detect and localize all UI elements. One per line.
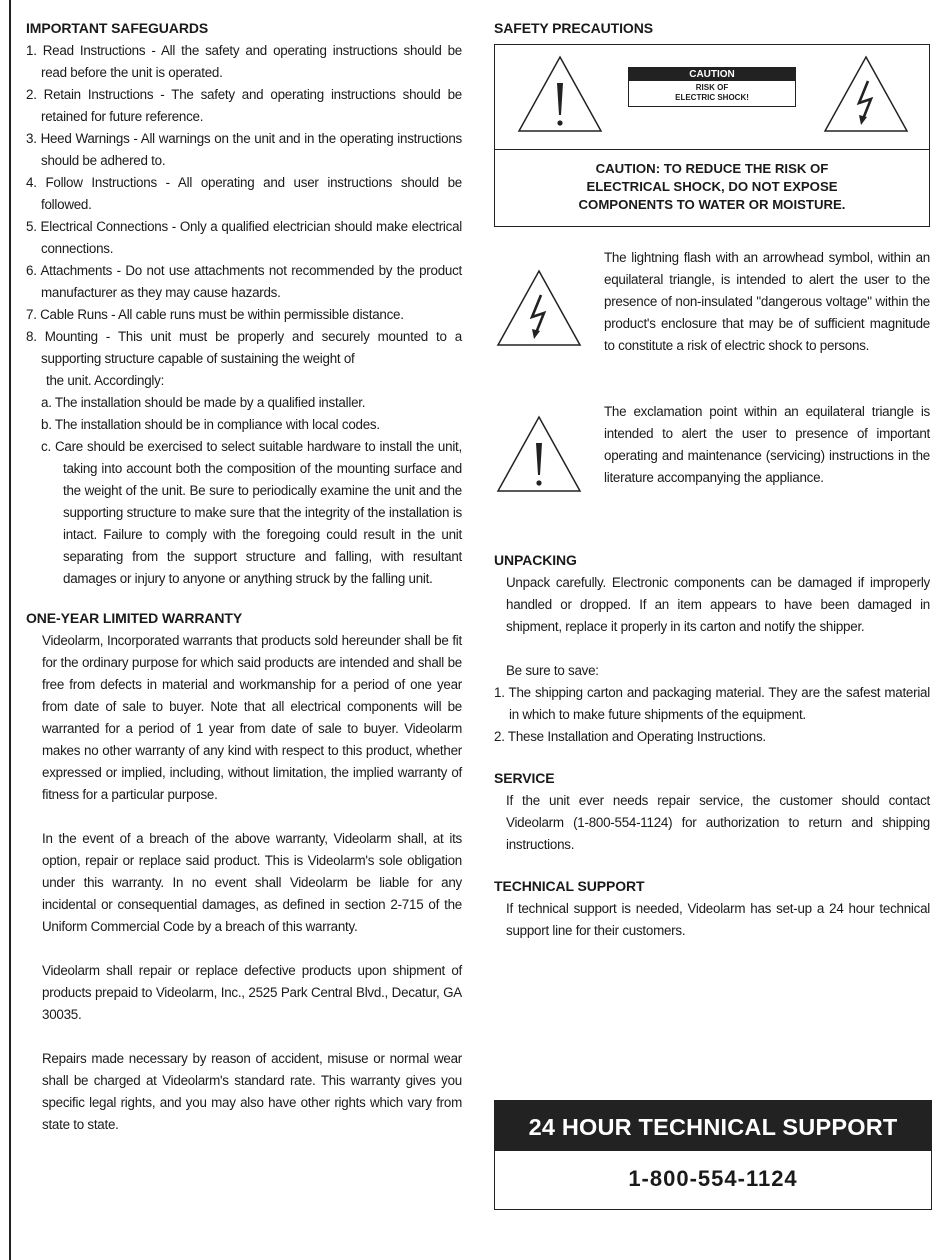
caution-box <box>494 44 930 227</box>
safeguard-item-1: 1. Read Instructions - All the safety and operating instructions should be read before the unit is operated. <box>26 43 462 80</box>
service-heading: SERVICE <box>494 770 555 786</box>
safeguard-item-8: 8. Mounting - This unit must be properly and securely mounted to a supporting structure capable of sustaining the weight of <box>26 329 462 366</box>
safety-heading: SAFETY PRECAUTIONS <box>494 20 653 36</box>
mounting-sub-item-c: c. Care should be exercised to select suitable hardware to install the unit, taking into account both the composition of the mounting surface and the weight of the unit. Be sure to periodically examine the unit and the supporting structure to make sure that the integrity of the installation is intact. Failure to comply with the foregoing could result in the unit separating from the support structure and falling, with resultant damages or injury to anyone or anything struck by the falling unit. <box>41 439 462 586</box>
warranty-paragraph-1: Videolarm, Incorporated warrants that products sold hereunder shall be fit for the ordinary purpose for which said products are intended and shall be free from defects in material and workmanship for a period of one year from date of sale to buyer. Note that all electrical components will be warranted for a period of 1 year from date of sale to buyer. Videolarm makes no other warranty of any kind with respect to this product, whether expressed or implied, including, without limitation, the implied warranty of fitness for a particular purpose. <box>42 633 462 802</box>
exclamation-explanation-text: The exclamation point within an equilateral triangle is intended to alert the user to presence of important operating and maintenance (servicing) instructions in the literature accompanying the appliance. <box>604 404 930 485</box>
exclamation-warning-triangle-icon <box>515 53 605 135</box>
warranty-heading: ONE-YEAR LIMITED WARRANTY <box>26 610 243 626</box>
caution-line-3: COMPONENTS TO WATER OR MOISTURE. <box>578 197 846 212</box>
left-column <box>26 20 462 1136</box>
exclamation-explanation <box>494 401 930 500</box>
caution-label-title: CAUTION <box>629 68 795 81</box>
exclamation-triangle-icon <box>494 413 584 495</box>
support-phone-number: 1-800-554-1124 <box>628 1166 798 1191</box>
lightning-warning-triangle-icon <box>821 53 911 135</box>
caution-label-line-2: ELECTRIC SHOCK! <box>675 93 749 102</box>
warranty-paragraph-4: Repairs made necessary by reason of accident, misuse or normal wear shall be charged at Videolarm's standard rate. This warranty gives you specific legal rights, and you may also have other rights which vary from state to state. <box>42 1051 462 1132</box>
tech-support-heading: TECHNICAL SUPPORT <box>494 878 645 894</box>
unpacking-paragraph: Unpack carefully. Electronic components can be damaged if improperly handled or dropped. If an item appears to have been damaged in shipment, replace it properly in its carton and notify the shipper. <box>506 575 930 634</box>
lightning-explanation-text: The lightning flash with an arrowhead symbol, within an equilateral triangle, is intended to alert the user to the presence of non-insulated "dangerous voltage" within the product's enclosure that may be of sufficient magnitude to constitute a risk of electric shock to persons. <box>604 250 930 353</box>
caution-line-1: CAUTION: TO REDUCE THE RISK OF <box>595 161 829 176</box>
lightning-explanation <box>494 247 930 357</box>
caution-warning-text <box>495 150 929 226</box>
warranty-paragraph-2: In the event of a breach of the above warranty, Videolarm shall, at its option, repair or replace said product. This is Videolarm's sole obligation under this warranty. In no event shall Videolarm be liable for any incidental or consequential damages, as defined in section 2-715 of the Uniform Commercial Code by a breach of this warranty. <box>42 831 462 934</box>
unpacking-save-item-2: 2. These Installation and Operating Instructions. <box>494 729 766 744</box>
safeguard-item-3: 3. Heed Warnings - All warnings on the unit and in the operating instructions should be adhered to. <box>26 131 462 168</box>
support-box-title: 24 HOUR TECHNICAL SUPPORT <box>495 1101 931 1151</box>
page-margin-rule <box>9 0 11 1260</box>
unpacking-save-item-1: 1. The shipping carton and packaging material. They are the safest material in which to make future shipments of the equipment. <box>494 685 930 722</box>
support-box <box>494 1100 932 1210</box>
unpacking-heading: UNPACKING <box>494 552 577 568</box>
mounting-sub-item-b: b. The installation should be in compliance with local codes. <box>41 417 380 432</box>
tech-support-paragraph: If technical support is needed, Videolarm has set-up a 24 hour technical support line for their customers. <box>506 901 930 938</box>
warranty-paragraph-3: Videolarm shall repair or replace defective products upon shipment of products prepaid to Videolarm, Inc., 2525 Park Central Blvd., Decatur, GA 30035. <box>42 963 462 1022</box>
caution-label <box>628 67 796 107</box>
unpacking-save-intro: Be sure to save: <box>506 663 599 678</box>
mounting-continuation: the unit. Accordingly: <box>46 373 165 388</box>
mounting-sub-item-a: a. The installation should be made by a qualified installer. <box>41 395 366 410</box>
caution-line-2: ELECTRICAL SHOCK, DO NOT EXPOSE <box>586 179 838 194</box>
safeguard-item-4: 4. Follow Instructions - All operating and user instructions should be followed. <box>26 175 463 212</box>
caution-label-text <box>629 81 795 106</box>
safeguards-heading: IMPORTANT SAFEGUARDS <box>26 20 209 36</box>
lightning-triangle-icon <box>494 267 584 349</box>
caution-label-line-1: RISK OF <box>695 83 729 92</box>
safeguard-item-5: 5. Electrical Connections - Only a qualified electrician should make electrical connections. <box>26 219 463 256</box>
right-column <box>494 20 930 942</box>
service-paragraph: If the unit ever needs repair service, the customer should contact Videolarm (1-800-554-1124) for authorization to return and shipping instructions. <box>506 793 930 852</box>
safeguard-item-7: 7. Cable Runs - All cable runs must be within permissible distance. <box>26 307 404 322</box>
caution-box-symbols <box>495 45 929 150</box>
safeguard-item-6: 6. Attachments - Do not use attachments not recommended by the product manufacturer as they may cause hazards. <box>26 263 462 300</box>
safeguard-item-2: 2. Retain Instructions - The safety and operating instructions should be retained for future reference. <box>26 87 462 124</box>
